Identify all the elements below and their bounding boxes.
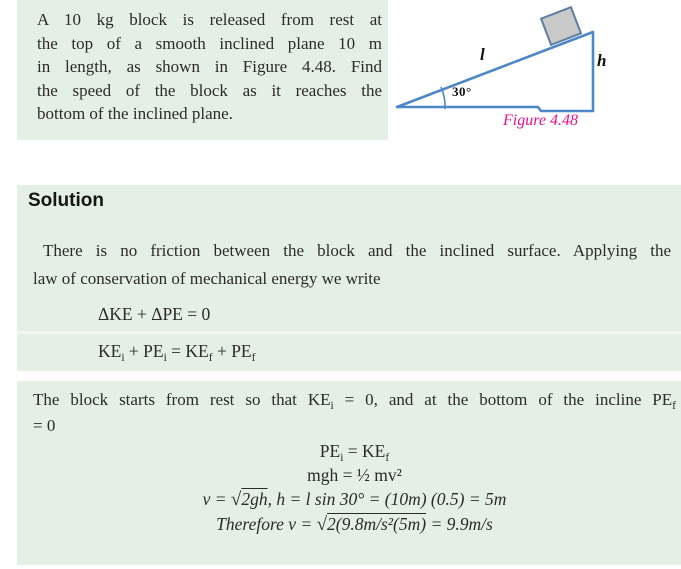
- incline-plane-outline: [397, 32, 593, 111]
- equation-energy-conservation: $KE_i + PE_i = KE_f + PE_f$: [98, 341, 256, 364]
- problem-line: bottom of the inclined plane.: [37, 104, 233, 124]
- paragraph-line: = 0: [33, 416, 56, 435]
- problem-line: in length, as shown in Figure 4.48. Find: [37, 57, 382, 77]
- height-label: h: [597, 51, 607, 70]
- sqrt-symbol: √: [316, 514, 328, 535]
- equation-pe-equals-ke: $PE_i = KE_f$: [319, 441, 390, 464]
- problem-line: the speed of the block as it reaches the: [37, 80, 382, 100]
- problem-line: the top of a smooth inclined plane 10 m: [37, 33, 382, 53]
- equation-velocity: v = √2gh, h = l sin 30° = (10m) (0.5) = 5m: [202, 489, 507, 510]
- equation-result: Therefore v = √2(9.8m/s²(5m) = 9.9m/s: [216, 514, 493, 535]
- paragraph-line: The block starts from rest so that $KE_i = 0$, and at the bottom of the incline $PE_f$: [33, 390, 676, 412]
- solution-heading: Solution: [28, 190, 104, 211]
- solution-paragraph-1: [33, 237, 671, 293]
- paragraph-line: There is no friction between the block and the inclined surface. Applying the: [43, 241, 671, 260]
- solution-derivation: [17, 381, 681, 565]
- equation-energy-delta: ΔKE + ΔPE = 0: [98, 304, 211, 324]
- figure-4-48: [388, 0, 681, 150]
- equation-mgh: mgh = ½ mv²: [307, 465, 402, 485]
- problem-line: A 10 kg block is released from rest at: [37, 10, 382, 29]
- incline-length-label: l: [480, 45, 485, 64]
- highlight-divider: [17, 331, 681, 334]
- problem-statement: [17, 0, 388, 140]
- solution-section: [17, 185, 681, 371]
- figure-caption: Figure 4.48: [503, 112, 578, 129]
- sqrt-symbol: √: [230, 489, 242, 510]
- angle-label: 30°: [452, 84, 472, 99]
- paragraph-line: law of conservation of mechanical energy we write: [33, 269, 381, 288]
